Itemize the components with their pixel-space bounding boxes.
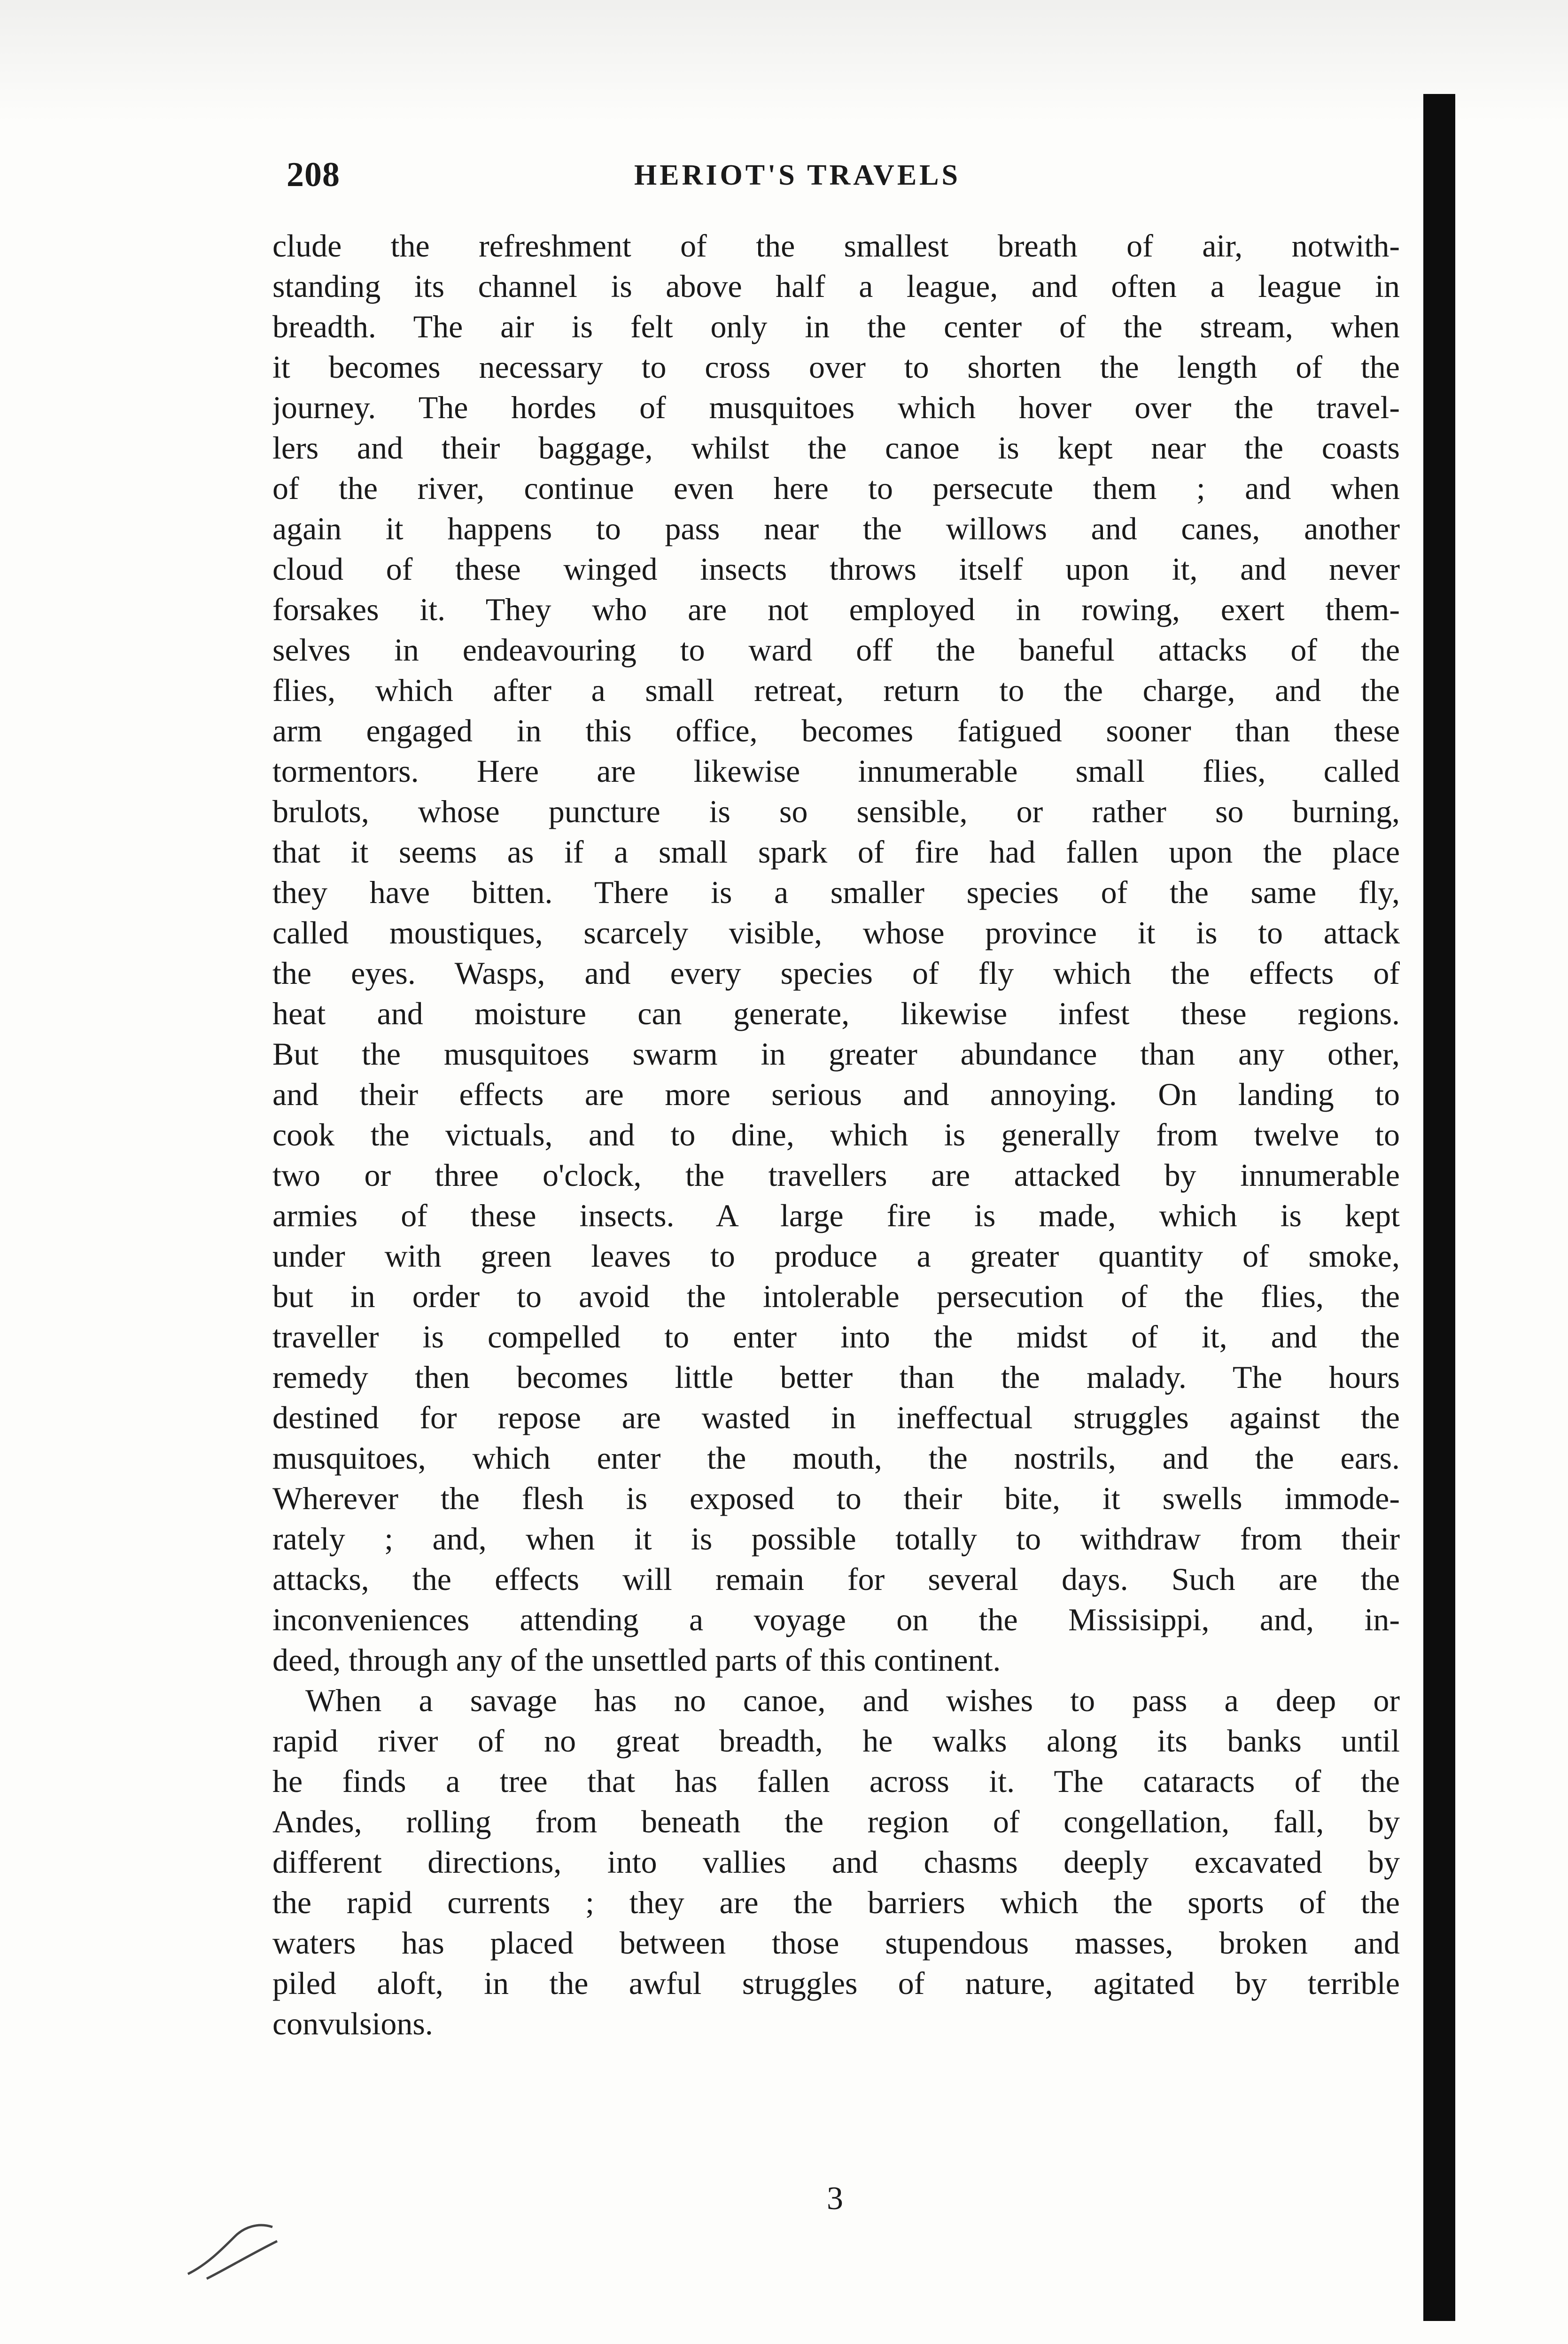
text-line: standing its channel is above half a league, and often a league in [272,268,1400,304]
text-line: destined for repose are wasted in ineffectual struggles against the [272,1400,1400,1435]
text-line: convulsions. [272,2006,433,2041]
text-line: Wherever the flesh is exposed to their bite, it swells immode- [272,1480,1400,1516]
text-line: it becomes necessary to cross over to shorten the length of the [272,349,1400,385]
page-header [287,155,1390,207]
text-line: cook the victuals, and to dine, which is generally from twelve to [272,1117,1400,1153]
signature-mark: 3 [827,2180,843,2217]
page-number: 208 [287,156,340,194]
text-line: breadth. The air is felt only in the center of the stream, when [272,309,1400,344]
text-line: deed, through any of the unsettled parts of this continent. [272,1642,1001,1678]
text-line: Andes, rolling from beneath the region of congellation, fall, by [272,1804,1400,1839]
text-line: two or three o'clock, the travellers are attacked by innumerable [272,1157,1400,1193]
text-line: but in order to avoid the intolerable persecution of the flies, the [272,1278,1400,1314]
text-line: inconveniences attending a voyage on the Missisippi, and, in- [272,1602,1400,1637]
text-line: that it seems as if a small spark of fire had fallen upon the place [272,834,1400,870]
text-line: of the river, continue even here to persecute them ; and when [272,470,1400,506]
text-line: lers and their baggage, whilst the canoe is kept near the coasts [272,430,1400,466]
text-line: waters has placed between those stupendous masses, broken and [272,1925,1400,1961]
text-line: the rapid currents ; they are the barriers which the sports of the [272,1885,1400,1920]
text-line: brulots, whose puncture is so sensible, or rather so burning, [272,794,1400,829]
text-line: attacks, the effects will remain for several days. Such are the [272,1561,1400,1597]
text-line: rapid river of no great breadth, he walks along its banks until [272,1723,1400,1759]
text-line: again it happens to pass near the willows and canes, another [272,511,1400,546]
text-line: cloud of these winged insects throws itself upon it, and never [272,551,1400,587]
text-line: he finds a tree that has fallen across it. The cataracts of the [272,1763,1400,1799]
text-line: piled aloft, in the awful struggles of nature, agitated by terrible [272,1965,1400,2001]
text-line: tormentors. Here are likewise innumerable small flies, called [272,753,1400,789]
text-line: and their effects are more serious and annoying. On landing to [272,1076,1400,1112]
text-line: forsakes it. They who are not employed in rowing, exert them- [272,592,1400,627]
text-line: traveller is compelled to enter into the midst of it, and the [272,1319,1400,1355]
text-line: selves in endeavouring to ward off the baneful attacks of the [272,632,1400,668]
scan-noise [0,0,1568,122]
text-line: different directions, into vallies and chasms deeply excavated by [272,1844,1400,1880]
text-line: journey. The hordes of musquitoes which hover over the travel- [272,389,1400,425]
running-head: HERIOT'S TRAVELS [634,159,961,191]
text-line: arm engaged in this office, becomes fatigued sooner than these [272,713,1400,748]
text-line: heat and moisture can generate, likewise infest these regions. [272,996,1400,1031]
body-text [272,226,1400,2044]
text-line: armies of these insects. A large fire is made, which is kept [272,1198,1400,1233]
text-line: they have bitten. There is a smaller species of the same fly, [272,874,1400,910]
text-line: flies, which after a small retreat, return to the charge, and the [272,672,1400,708]
text-line: clude the refreshment of the smallest breath of air, notwith- [272,228,1400,264]
text-line: But the musquitoes swarm in greater abundance than any other, [272,1036,1400,1072]
text-line: under with green leaves to produce a greater quantity of smoke, [272,1238,1400,1274]
text-line: musquitoes, which enter the mouth, the nostrils, and the ears. [272,1440,1400,1476]
text-line: called moustiques, scarcely visible, whose province it is to attack [272,915,1400,950]
pen-scribble-mark [179,2208,291,2283]
binding-shadow [1423,94,1455,2321]
text-line: When a savage has no canoe, and wishes to pass a deep or [305,1682,1400,1718]
text-line: rately ; and, when it is possible totally to withdraw from their [272,1521,1400,1557]
text-line: remedy then becomes little better than the malady. The hours [272,1359,1400,1395]
text-line: the eyes. Wasps, and every species of fly which the effects of [272,955,1400,991]
